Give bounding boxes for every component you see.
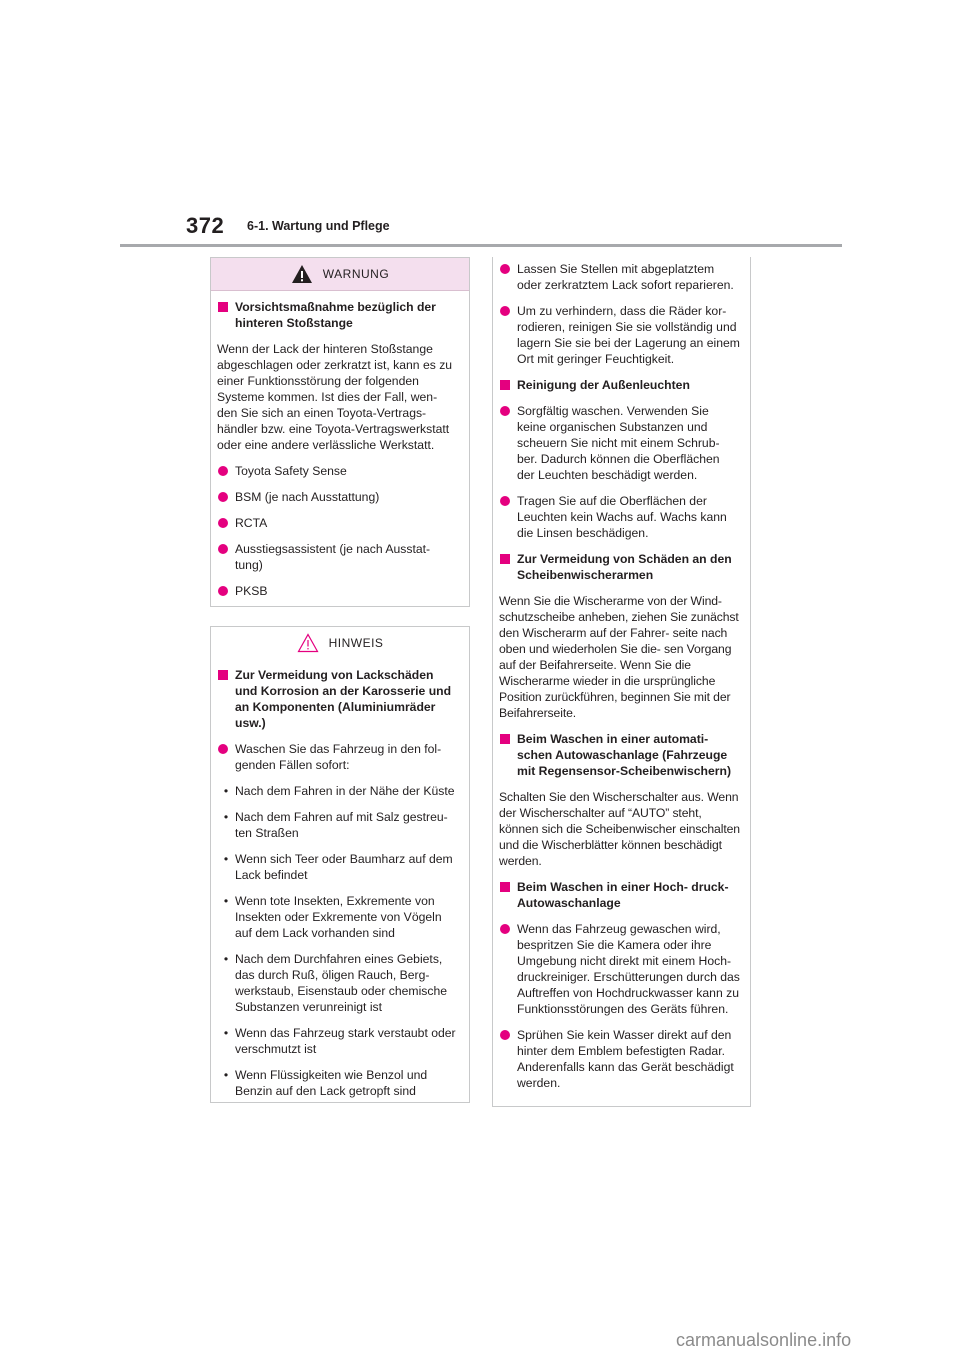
list-item: Sorgfältig waschen. Verwenden Sie keine organischen Substanzen und scheuern Sie nicht mit einem Schrub- ber. Dadurch können die Oberflächen der Leuchten beschädigt werden. (499, 403, 740, 483)
round-bullet-icon (218, 518, 228, 528)
square-bullet-icon (500, 554, 510, 564)
round-bullet-icon (218, 586, 228, 596)
warning-body: Wenn der Lack der hinteren Stoßstange abgeschlagen oder zerkratzt ist, kann es zu einer Funktionsstörung der folgenden Systeme kommen. Ist dies der Fall, wen- den Sie sich an einen Toyota-Vertrags- händler bzw. eine Toyota-Vertragswerkstatt oder eine andere verlässliche Werkstatt. (217, 342, 453, 452)
list-item: Um zu verhindern, dass die Räder kor- rodieren, reinigen Sie sie vollständig und lagern Sie sie bei der Lagerung an einem Ort mit geringer Feuchtigkeit. (499, 303, 740, 367)
hint-box-title: HINWEIS (328, 636, 384, 650)
round-bullet-icon (500, 406, 510, 416)
round-bullet-icon (500, 496, 510, 506)
sub-list-item: • Nach dem Durchfahren eines Gebiets, das durch Ruß, öligen Rauch, Berg- werkstaub, Eisenstaub oder chemische Substanzen verunreinigt ist (223, 952, 448, 1014)
sub-list-item: • Wenn sich Teer oder Baumharz auf dem Lack befindet (223, 852, 453, 882)
round-bullet-icon (500, 264, 510, 274)
list-item: Wenn das Fahrzeug gewaschen wird, bespritzen Sie die Kamera oder ihre Umgebung nicht direkt mit einem Hoch- druckreiniger. Erschütterungen durch das Auftreffen von Hochdruckwasser kann zu Funktionsstörungen des Geräts führen. (499, 921, 740, 1017)
body-wipers: Wenn Sie die Wischerarme von der Wind- schutzscheibe anheben, ziehen Sie zunächst den Wischerarm auf der Fahrer- seite nach oben und wiederholen Sie die- sen Vorgang auf der Beifahrerseite. Wenn Sie die Wischerarme wieder in die ursprüngliche Position zurückführen, beginnen Sie mit der Beifahrerseite. (499, 594, 739, 720)
sub-list-item: • Nach dem Fahren auf mit Salz gestreu- ten Straßen (223, 810, 448, 840)
hint-box-continued (492, 257, 751, 1107)
list-item: Ausstiegsassistent (je nach Ausstat- tung) (217, 541, 459, 573)
page-number: 372 (186, 213, 225, 238)
square-bullet-icon (500, 882, 510, 892)
sub-list-item: • Wenn das Fahrzeug stark verstaubt oder verschmutzt ist (223, 1026, 456, 1056)
hint-box (210, 626, 470, 1103)
list-item: PKSB (217, 583, 459, 599)
round-bullet-icon (218, 492, 228, 502)
hint-box-header (211, 627, 469, 659)
sub-list-item: • Wenn tote Insekten, Exkremente von Insekten oder Exkremente von Vögeln auf dem Lack vorhanden sind (223, 894, 442, 940)
round-bullet-icon (500, 306, 510, 316)
heading-highpressure: Beim Waschen in einer Hoch- druck-Autowaschanlage (499, 879, 740, 911)
round-bullet-icon (218, 466, 228, 476)
list-item: Sprühen Sie kein Wasser direkt auf den hinter dem Emblem befestigten Radar. Anderenfalls kann das Gerät beschädigt werden. (499, 1027, 740, 1091)
section-title: 6-1. Wartung und Pflege (247, 219, 390, 233)
heading-carwash: Beim Waschen in einer automati- schen Autowaschanlage (Fahrzeuge mit Regensensor-Scheibenwischern) (499, 731, 740, 779)
square-bullet-icon (218, 302, 228, 312)
hint-heading: Zur Vermeidung von Lackschäden und Korrosion an der Karosserie und an Komponenten (Aluminiumräder usw.) (217, 667, 459, 731)
round-bullet-icon (500, 1030, 510, 1040)
round-bullet-icon (218, 544, 228, 554)
watermark: carmanualsonline.info (676, 1330, 852, 1350)
warning-box-title: WARNUNG (322, 267, 390, 281)
heading-lights: Reinigung der Außenleuchten (499, 377, 740, 393)
warning-box-header (211, 258, 469, 291)
heading-wipers: Zur Vermeidung von Schäden an den Scheibenwischerarmen (499, 551, 740, 583)
sub-list-item: • Nach dem Fahren in der Nähe der Küste (223, 784, 455, 798)
warning-box (210, 257, 470, 607)
warning-triangle-icon (291, 264, 313, 284)
list-item: RCTA (217, 515, 459, 531)
list-item: BSM (je nach Ausstattung) (217, 489, 459, 505)
square-bullet-icon (500, 734, 510, 744)
list-item: Waschen Sie das Fahrzeug in den fol- genden Fällen sofort: (217, 741, 459, 773)
caution-triangle-outline-icon (297, 633, 319, 653)
list-item: Lassen Sie Stellen mit abgeplatztem oder zerkratztem Lack sofort reparieren. (499, 261, 740, 293)
body-carwash: Schalten Sie den Wischerschalter aus. Wenn der Wischerschalter auf “AUTO” steht, können sich die Scheibenwischer einschalten und die Wischerblätter können beschädigt werden. (499, 790, 740, 868)
round-bullet-icon (218, 744, 228, 754)
square-bullet-icon (500, 380, 510, 390)
list-item: Toyota Safety Sense (217, 463, 459, 479)
header-rule (120, 244, 842, 247)
round-bullet-icon (500, 924, 510, 934)
sub-list-item: • Wenn Flüssigkeiten wie Benzol und Benzin auf den Lack getropft sind (223, 1068, 428, 1098)
square-bullet-icon (218, 670, 228, 680)
list-item: Tragen Sie auf die Oberflächen der Leuchten kein Wachs auf. Wachs kann die Linsen beschädigen. (499, 493, 740, 541)
warning-heading: Vorsichtsmaßnahme bezüglich der hinteren Stoßstange (217, 299, 459, 331)
